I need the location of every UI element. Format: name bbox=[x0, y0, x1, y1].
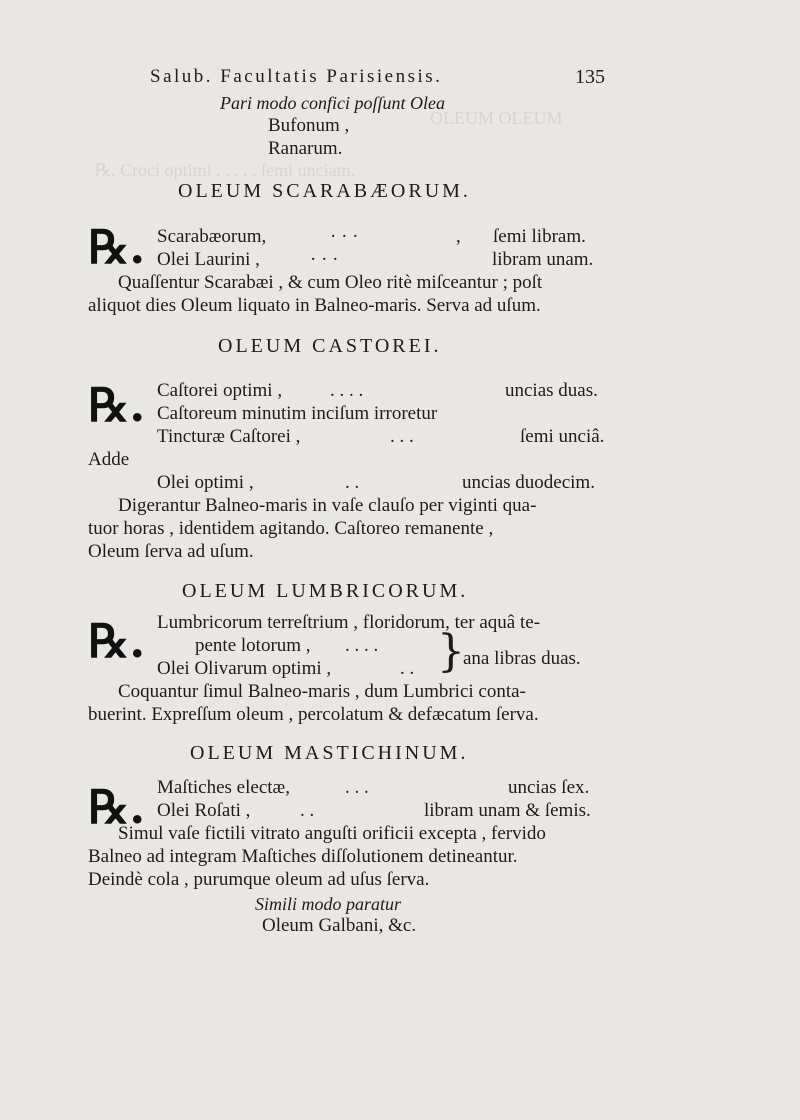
ingredient: Caſtoreum minutim inciſum irroretur bbox=[157, 403, 438, 424]
leader-dots: . . . . bbox=[345, 635, 379, 656]
leader-dots: . . . . bbox=[330, 380, 364, 401]
ingredient: Scarabæorum, bbox=[157, 226, 267, 247]
intro-item: Ranarum. bbox=[268, 138, 343, 159]
leader-dots: · · · bbox=[330, 226, 359, 247]
body-text: Digerantur Balneo-maris in vaſe clauſo per viginti qua- bbox=[118, 495, 537, 516]
leader-dots: . . bbox=[345, 472, 360, 493]
ingredient: Maſtiches electæ, bbox=[157, 777, 290, 798]
recipe-symbol: ℞. bbox=[88, 614, 146, 668]
recipe-symbol: ℞. bbox=[88, 378, 146, 432]
body-text: Balneo ad integram Maſtiches diſſolutionem detineantur. bbox=[88, 846, 518, 867]
running-title: Salub. Facultatis Parisiensis. bbox=[150, 66, 443, 87]
ingredient: pente lotorum , bbox=[195, 635, 311, 656]
leader-dots: . . . bbox=[390, 426, 414, 447]
quantity: ſemi libram. bbox=[493, 226, 586, 247]
quantity: libram unam. bbox=[492, 249, 594, 270]
ingredient: Olei Olivarum optimi , bbox=[157, 658, 332, 679]
quantity: uncias duas. bbox=[505, 380, 598, 401]
show-through-text: OLEUM OLEUM bbox=[430, 108, 563, 128]
recipe-symbol: ℞. bbox=[88, 220, 146, 274]
body-text: Quaſſentur Scarabæi , & cum Oleo ritè miſceantur ; poſt bbox=[118, 272, 543, 293]
section-title: OLEUM SCARABÆORUM. bbox=[178, 180, 471, 202]
closing-item: Oleum Galbani, &c. bbox=[262, 915, 417, 936]
body-text: Simul vaſe fictili vitrato anguſti orificii excepta , fervido bbox=[118, 823, 546, 844]
recipe-symbol: ℞. bbox=[88, 780, 146, 834]
ingredient: Caſtorei optimi , bbox=[157, 380, 283, 401]
section-title: OLEUM LUMBRICORUM. bbox=[182, 580, 469, 602]
adde-label: Adde bbox=[88, 449, 130, 470]
body-text: Deindè cola , purumque oleum ad uſus ſerva. bbox=[88, 869, 430, 890]
leader-dots: · · · bbox=[310, 249, 339, 270]
quantity: ſemi unciâ. bbox=[520, 426, 605, 447]
intro-line: Pari modo confici poſſunt Olea bbox=[220, 93, 445, 113]
intro-item: Bufonum , bbox=[268, 115, 350, 136]
closing-note: Simili modo paratur bbox=[255, 894, 402, 914]
quantity: uncias ſex. bbox=[508, 777, 590, 798]
body-text: buerint. Expreſſum oleum , percolatum & defæcatum ſerva. bbox=[88, 704, 539, 725]
leader-dots: . . bbox=[400, 658, 415, 679]
section-title: OLEUM MASTICHINUM. bbox=[190, 742, 469, 764]
quantity: ana libras duas. bbox=[463, 648, 581, 669]
body-text: aliquot dies Oleum liquato in Balneo-maris. Serva ad uſum. bbox=[88, 295, 541, 316]
quantity: libram unam & ſemis. bbox=[424, 800, 591, 821]
section-title: OLEUM CASTOREI. bbox=[218, 335, 442, 357]
ingredient: Olei optimi , bbox=[157, 472, 254, 493]
ingredient: Olei Roſati , bbox=[157, 800, 251, 821]
ingredient: Tincturæ Caſtorei , bbox=[157, 426, 301, 447]
leader-dots: . . . bbox=[345, 777, 369, 798]
ingredient: Lumbricorum terreſtrium , floridorum, ter aquâ te- bbox=[157, 612, 541, 633]
body-text: Coquantur ſimul Balneo-maris , dum Lumbrici conta- bbox=[118, 681, 526, 702]
body-text: tuor horas , identidem agitando. Caſtoreo remanente , bbox=[88, 518, 494, 539]
ingredient: Olei Laurini , bbox=[157, 249, 260, 270]
leader-dots: . . bbox=[300, 800, 315, 821]
brace-icon: } bbox=[437, 626, 465, 677]
show-through-text: ℞. Croci optimi . . . . . ſemi unciam. bbox=[95, 160, 356, 180]
body-text: Oleum ſerva ad uſum. bbox=[88, 541, 254, 562]
comma: , bbox=[456, 226, 461, 247]
quantity: uncias duodecim. bbox=[462, 472, 595, 493]
page-number: 135 bbox=[575, 66, 605, 88]
